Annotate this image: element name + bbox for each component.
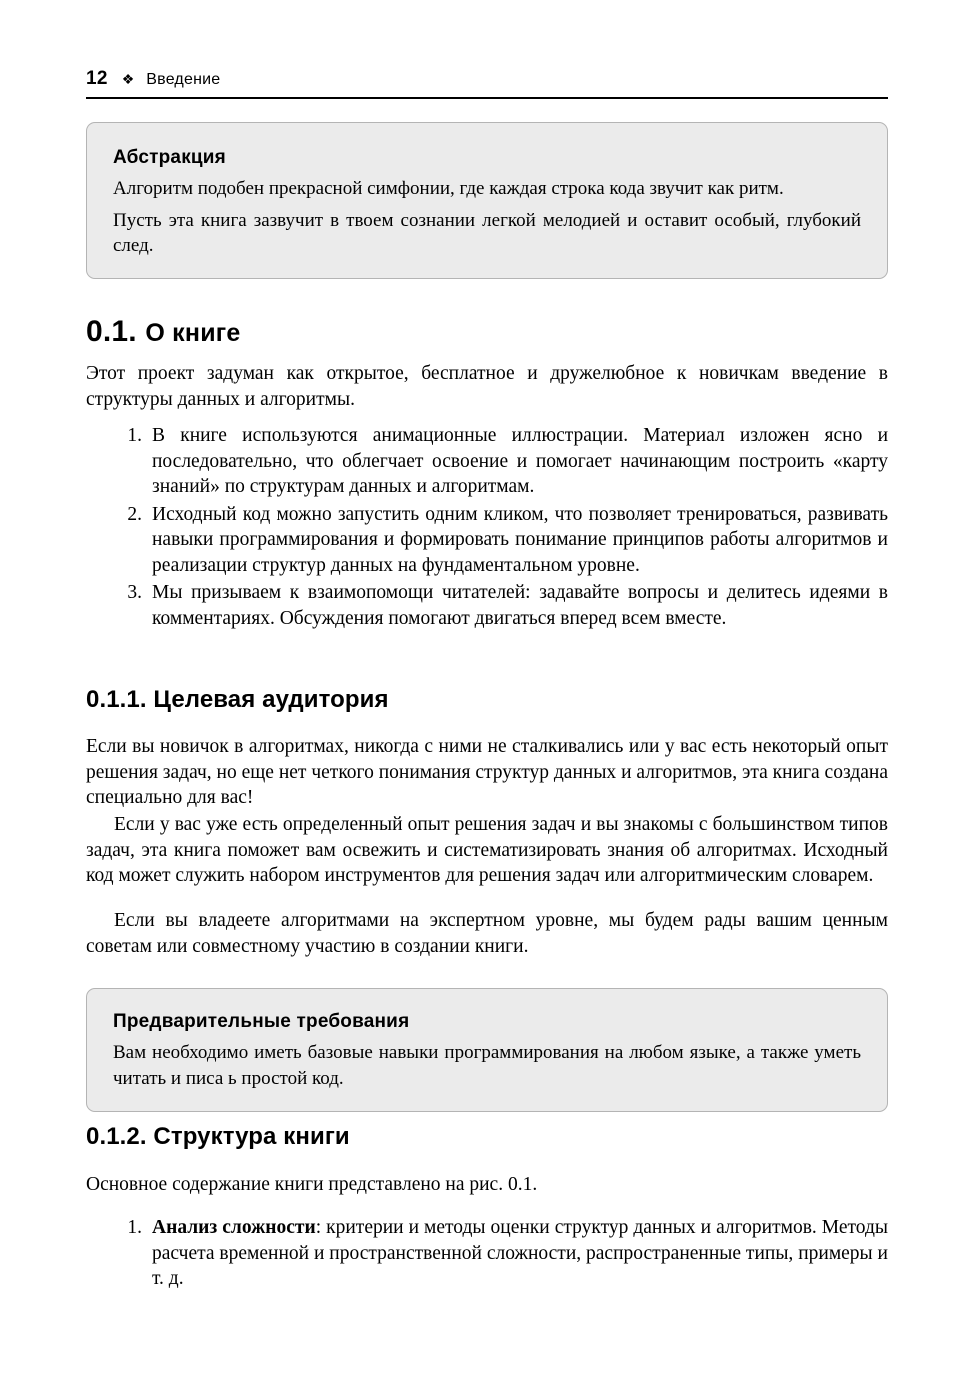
list-item-text: Мы призываем к взаимопомощи читателей: задавайте вопросы и делитесь идеями в комментариях. Обсуждения помогают двигаться вперед всем вместе. [152,582,888,629]
list-item [86,502,888,579]
diamond-icon: ❖ [121,73,135,88]
list-item-text: В книге используются анимационные иллюстрации. Материал изложен ясно и последовательно, что облегчает освоение и помогает начинающим построить «карту знаний» по структурам данных и алгоритмам. [152,425,888,498]
paragraph-audience-1: Если вы новичок в алгоритмах, никогда с ними не сталкивались или у вас есть некоторый опыт решения задач, но еще нет четкого понимания структур данных и алгоритмов, эта книга создана специально для вас! [86,736,888,809]
list-about-features [86,423,888,633]
list-item [86,1215,888,1292]
callout-abstraction-paragraph-1: Алгоритм подобен прекрасной симфонии, где каждая строка кода звучит как ритм. [113,178,784,200]
list-item [86,580,888,631]
list-item-number: 2. [127,503,142,525]
list-item-number: 3. [127,582,142,604]
paragraph-structure-intro: Основное содержание книги представлено на рис. 0.1. [86,1174,538,1195]
list-item [86,423,888,500]
header-divider [86,97,888,99]
section-heading-about [86,315,240,349]
callout-abstraction-title: Абстракция [113,147,226,168]
paragraph-audience-2: Если у вас уже есть определенный опыт решения задач и вы знакомы с большинством типов задач, эта книга поможет вам освежить и систематизировать знания об алгоритмах. Исходный код может служить набором инструментов для решения задач или алгоритмическим словарем. [86,814,888,887]
section-number: 0.1. [86,315,137,348]
list-item-number: 1. [127,425,142,446]
paragraph-about-intro: Этот проект задуман как открытое, бесплатное и дружелюбное к новичкам введение в структуры данных и алгоритмы. [86,363,888,410]
list-item-number: 1. [127,1217,142,1238]
callout-abstraction-paragraph-2: Пусть эта книга зазвучит в твоем сознании легкой мелодией и оставит особый, глубокий след. [113,209,861,256]
list-item-lead: Анализ сложности [152,1217,316,1238]
callout-abstraction [86,122,888,279]
list-structure-topics [86,1215,888,1294]
running-head [86,68,888,90]
page-number: 12 [86,68,108,89]
chapter-title: Введение [146,71,221,88]
callout-prerequisites [86,988,888,1112]
callout-prerequisites-paragraph-1: Вам необходимо иметь базовые навыки программирования на любом языке, а также уметь читать и писа ь простой код. [113,1042,861,1089]
section-heading-structure: 0.1.2. Структура книги [86,1123,350,1150]
list-item-text: : критерии и методы оценки структур данных и алгоритмов. Методы расчета временной и пространственной сложности, распространенные типы, примеры и т. д. [152,1217,888,1290]
list-item-text: Исходный код можно запустить одним кликом, что позволяет тренироваться, развивать навыки программирования и формировать понимание принципов работы алгоритмов и реализации структур данных на фундаментальном уровне. [152,503,888,576]
section-title: О книге [145,319,241,347]
section-heading-audience: 0.1.1. Целевая аудитория [86,686,389,713]
paragraph-audience-3: Если вы владеете алгоритмами на экспертном уровне, мы будем рады вашим ценным советам или совместному участию в создании книги. [86,910,888,957]
callout-prerequisites-title: Предварительные требования [113,1011,410,1032]
